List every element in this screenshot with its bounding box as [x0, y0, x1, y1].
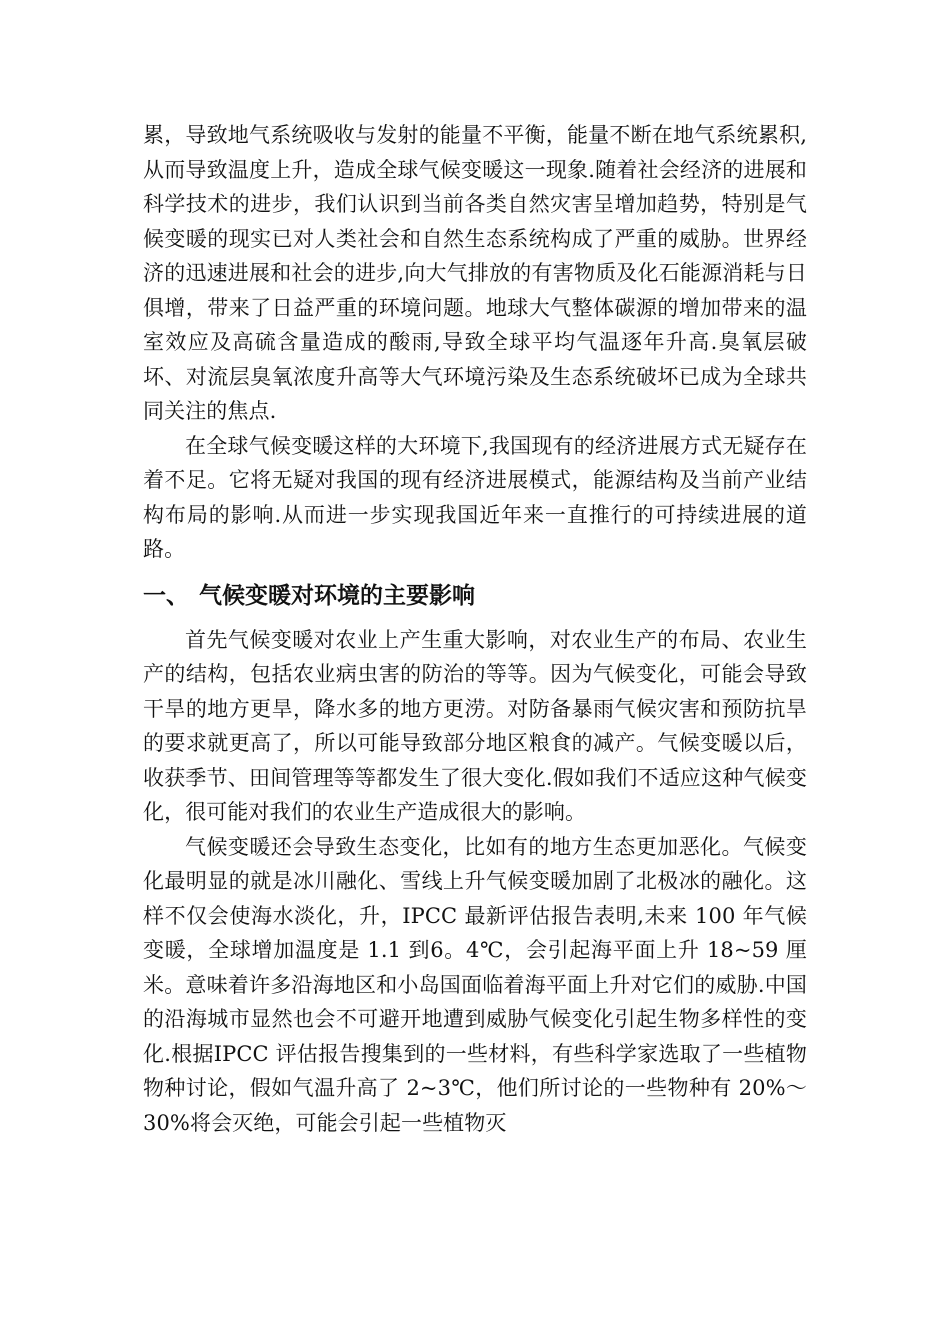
section-heading: [143, 579, 807, 613]
document-body: [143, 118, 807, 1140]
paragraph-continuation: 累，导致地气系统吸收与发射的能量不平衡，能量不断在地气系统累积,从而导致温度上升，造成全球气候变暖这一现象.随着社会经济的进展和科学技术的进步，我们认识到当前各类自然灾害呈增加趋势，特别是气候变暖的现实已对人类社会和自然生态系统构成了严重的威胁。世界经济的迅速进展和社会的进步,向大气排放的有害物质及化石能源消耗与日俱增，带来了日益严重的环境问题。地球大气整体碳源的增加带来的温室效应及高硫含量造成的酸雨,导致全球平均气温逐年升高.臭氧层破坏、对流层臭氧浓度升高等大气环境污染及生态系统破坏已成为全球共同关注的焦点.: [143, 123, 807, 423]
paragraph-economic-development: 在全球气候变暖这样的大环境下,我国现有的经济进展方式无疑存在着不足。它将无疑对我国的现有经济进展模式，能源结构及当前产业结构布局的影响.从而进一步实现我国近年来一直推行的可持续进展的道路。: [143, 433, 807, 561]
paragraph-agriculture-impact: 首先气候变暖对农业上产生重大影响，对农业生产的布局、农业生产的结构，包括农业病虫害的防治的等等。因为气候变化，可能会导致干旱的地方更旱，降水多的地方更涝。对防备暴雨气候灾害和预防抗旱的要求就更高了，所以可能导致部分地区粮食的减产。气候变暖以后，收获季节、田间管理等等都发生了很大变化.假如我们不适应这种气候变化，很可能对我们的农业生产造成很大的影响。: [143, 627, 807, 824]
section-number: 一、: [143, 582, 189, 609]
paragraph-ecology-impact: 气候变暖还会导致生态变化，比如有的地方生态更加恶化。气候变化最明显的就是冰川融化、雪线上升气候变暖加剧了北极冰的融化。这样不仅会使海水淡化，升，IPCC 最新评估报告表明,未来 100 年气候变暖，全球增加温度是 1.1 到6。4℃，会引起海平面上升 18~59 厘米。意味着许多沿海地区和小岛国面临着海平面上升对它们的威胁.中国的沿海城市显然也会不可避开地遭到威胁气候变化引起生物多样性的变化.根据IPCC 评估报告搜集到的一些材料，有些科学家选取了一些植物物种讨论，假如气温升高了 2~3℃，他们所讨论的一些物种有 20%～30%将会灭绝，可能会引起一些植物灭: [143, 834, 807, 1135]
section-title: 气候变暖对环境的主要影响: [199, 582, 475, 609]
